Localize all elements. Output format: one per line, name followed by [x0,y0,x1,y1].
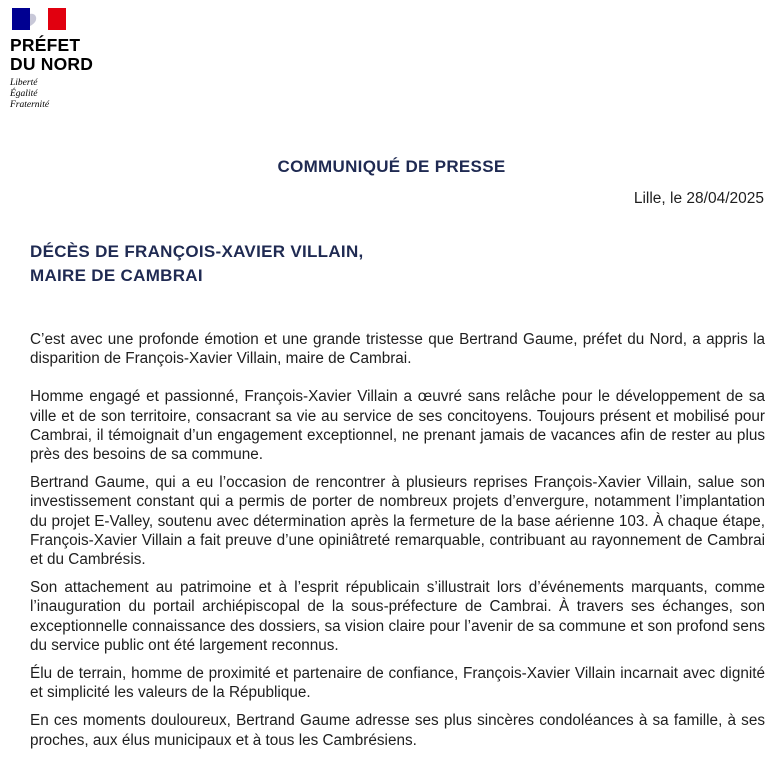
motto-fraternite: Fraternité [10,100,50,110]
motto-egalite: Égalité [10,89,38,99]
body-paragraph-5: Élu de terrain, homme de proximité et partenaire de confiance, François-Xavier Villain incarnait avec dignité et simplicité les valeurs de la République. [30,665,765,702]
marianne-flag-icon [12,8,66,30]
body-paragraph-4: Son attachement au patrimoine et à l’esprit républicain s’illustrait lors d’événements marquants, comme l’inauguration du portail archiépiscopal de la sous-préfecture de Cambrai. À travers ses échanges, son exceptionnelle connaissance des dossiers, sa vision claire pour l’avenir de sa commune et son profond sens du service public ont été largement reconnus. [30,579,765,654]
headline-line1: DÉCÈS DE FRANÇOIS-XAVIER VILLAIN, [30,242,364,261]
body-text [30,330,765,750]
body-paragraph-6: En ces moments douloureux, Bertrand Gaume adresse ses plus sincères condoléances à sa famille, à ses proches, aux élus municipaux et à tous les Cambrésiens. [30,712,765,749]
headline [30,240,364,288]
republic-motto [10,78,130,111]
headline-line2: MAIRE DE CAMBRAI [30,266,203,285]
body-paragraph-1: C’est avec une profonde émotion et une grande tristesse que Bertrand Gaume, préfet du Nord, a appris la disparition de François-Xavier Villain, maire de Cambrai. [30,331,765,368]
prefecture-logo [10,8,130,111]
body-paragraph-2: Homme engagé et passionné, François-Xavier Villain a œuvré sans relâche pour le développement de sa ville et de son territoire, consacrant sa vie au service de ses concitoyens. Toujours présent et mobilisé pour Cambrai, il témoignait d’un engagement exceptionnel, ne prenant jamais de vacances afin de rester au plus près des besoins de sa commune. [30,388,765,464]
prefet-title [10,36,130,74]
press-release-label: COMMUNIQUÉ DE PRESSE [277,157,506,176]
body-paragraph-3: Bertrand Gaume, qui a eu l’occasion de rencontrer à plusieurs reprises François-Xavier Villain, salue son investissement constant qui a permis de porter de nombreux projets d’envergure, notamment l’implantation du projet E-Valley, soutenu avec détermination après la fermeture de la base aérienne 103. À chaque étape, François-Xavier Villain a fait preuve d’une opiniâtreté remarquable, contribuant au rayonnement de Cambrai et du Cambrésis. [30,474,765,569]
motto-liberte: Liberté [10,78,38,88]
date-line: Lille, le 28/04/2025 [633,190,764,207]
prefet-title-line1: PRÉFET [10,35,81,55]
prefet-title-line2: DU NORD [10,54,94,74]
